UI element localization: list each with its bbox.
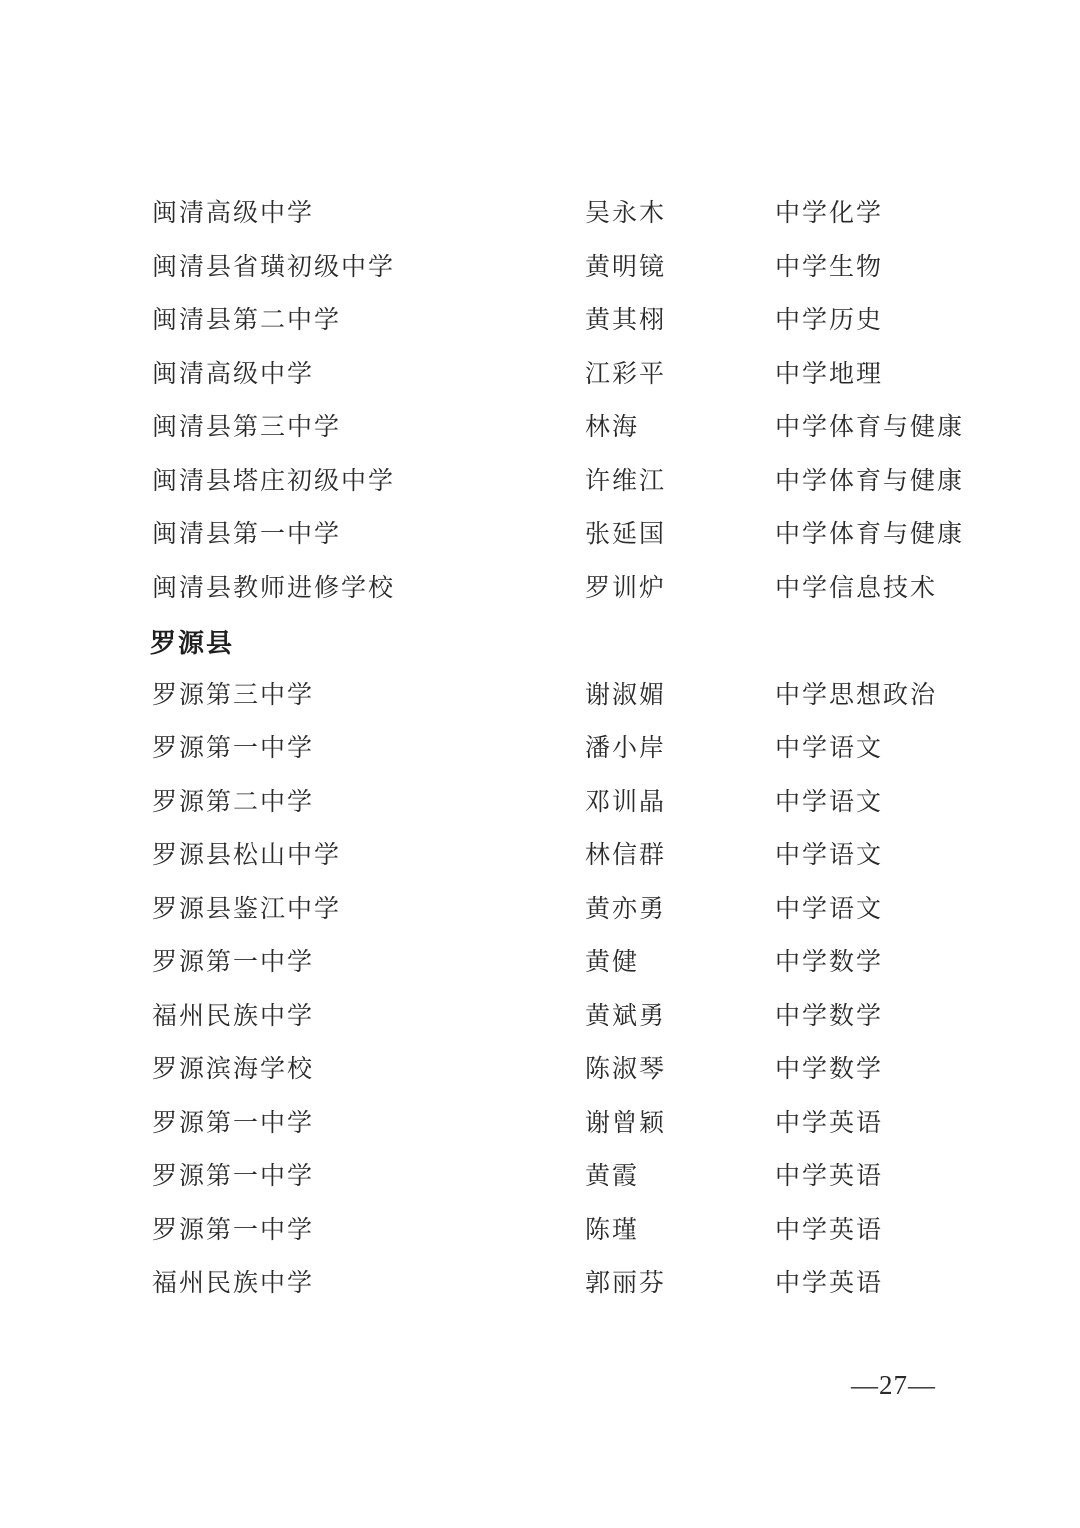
table-row [152, 948, 964, 1002]
subject-cell: 中学数学 [775, 949, 884, 976]
school-name-cell: 闽清县第二中学 [152, 307, 342, 334]
page-number: —27— [851, 1370, 936, 1400]
teacher-name-cell: 江彩平 [585, 360, 667, 388]
teacher-name-cell: 黄健 [585, 949, 640, 976]
table-row [152, 199, 964, 253]
subject-cell: 中学英语 [775, 1270, 884, 1297]
table-row [152, 253, 964, 307]
school-name-cell: 福州民族中学 [152, 1002, 315, 1030]
table-row [152, 1216, 964, 1270]
teacher-name-cell: 黄霞 [585, 1163, 640, 1190]
teacher-name-cell: 黄其栩 [585, 307, 667, 334]
school-name-cell: 罗源第一中学 [152, 949, 315, 976]
subject-cell: 中学地理 [775, 360, 884, 388]
school-name-cell: 闽清高级中学 [152, 200, 315, 227]
table-row [152, 1269, 964, 1323]
school-name-cell: 闽清县第三中学 [152, 414, 342, 441]
table-row [152, 413, 964, 467]
school-name-cell: 福州民族中学 [152, 1270, 315, 1297]
table-row [152, 788, 964, 842]
subject-cell: 中学英语 [775, 1109, 884, 1137]
teacher-name-cell: 林海 [584, 414, 639, 441]
school-name-cell: 罗源县鉴江中学 [152, 895, 342, 923]
table-row [152, 1055, 964, 1109]
teacher-name-cell: 黄亦勇 [585, 895, 667, 923]
school-name-cell: 罗源第一中学 [152, 1216, 315, 1244]
subject-cell: 中学历史 [775, 307, 884, 334]
school-name-cell: 罗源第一中学 [152, 1163, 315, 1190]
teacher-name-cell: 许维江 [584, 467, 666, 495]
table-row [152, 467, 964, 521]
table-row [152, 734, 964, 788]
teacher-name-cell: 黄斌勇 [585, 1002, 667, 1030]
subject-cell: 中学语文 [775, 788, 884, 816]
subject-cell: 中学体育与健康 [774, 414, 964, 441]
teacher-name-cell: 邓训晶 [585, 788, 667, 816]
school-name-cell: 罗源县松山中学 [152, 842, 342, 869]
subject-cell: 中学思想政治 [775, 681, 938, 709]
subject-cell: 中学语文 [775, 842, 884, 869]
school-name-cell: 闽清县第一中学 [152, 521, 342, 548]
subject-cell: 中学数学 [775, 1056, 884, 1083]
subject-cell: 中学数学 [775, 1002, 884, 1030]
school-name-cell: 罗源第二中学 [152, 788, 315, 816]
teacher-name-cell: 林信群 [585, 842, 667, 869]
school-name-cell: 罗源第一中学 [152, 1109, 315, 1137]
table-row [152, 1002, 964, 1056]
teacher-name-cell: 黄明镜 [585, 253, 667, 281]
table-row [152, 574, 964, 628]
table-row [152, 1109, 964, 1163]
table-row [152, 520, 964, 574]
subject-cell: 中学信息技术 [775, 574, 938, 602]
teacher-name-cell: 潘小岸 [585, 735, 667, 762]
subject-cell: 中学语文 [775, 895, 884, 923]
subject-cell: 中学英语 [775, 1163, 884, 1190]
school-name-cell: 闽清县教师进修学校 [152, 574, 396, 602]
table-row [152, 306, 964, 360]
subject-cell: 中学体育与健康 [774, 467, 964, 495]
teacher-name-cell: 吴永木 [585, 200, 667, 227]
school-name-cell: 罗源第三中学 [152, 681, 315, 709]
school-name-cell: 罗源滨海学校 [152, 1056, 315, 1083]
subject-cell: 中学生物 [775, 253, 884, 281]
subject-cell: 中学化学 [775, 200, 884, 227]
school-name-cell: 罗源第一中学 [152, 735, 315, 762]
teacher-name-cell: 陈瑾 [585, 1216, 640, 1244]
county-section-header: 罗源县 [150, 628, 235, 658]
school-name-cell: 闽清高级中学 [152, 360, 315, 388]
teacher-name-cell: 陈淑琴 [585, 1056, 667, 1083]
table-row [152, 895, 964, 949]
table-row [152, 681, 964, 735]
teacher-name-cell: 郭丽芬 [585, 1270, 667, 1297]
subject-cell: 中学语文 [775, 735, 884, 762]
table-row [152, 841, 964, 895]
teacher-name-cell: 谢淑媚 [585, 681, 667, 709]
teacher-name-cell: 罗训炉 [585, 574, 667, 602]
school-name-cell: 闽清县省璜初级中学 [152, 253, 396, 281]
table-row [152, 360, 964, 414]
subject-cell: 中学体育与健康 [774, 521, 964, 548]
subject-cell: 中学英语 [775, 1216, 884, 1244]
teacher-name-cell: 张延国 [584, 521, 666, 548]
teacher-name-cell: 谢曾颖 [585, 1109, 667, 1137]
teacher-list [152, 199, 964, 1323]
school-name-cell: 闽清县塔庄初级中学 [152, 467, 396, 495]
table-row [152, 1162, 964, 1216]
